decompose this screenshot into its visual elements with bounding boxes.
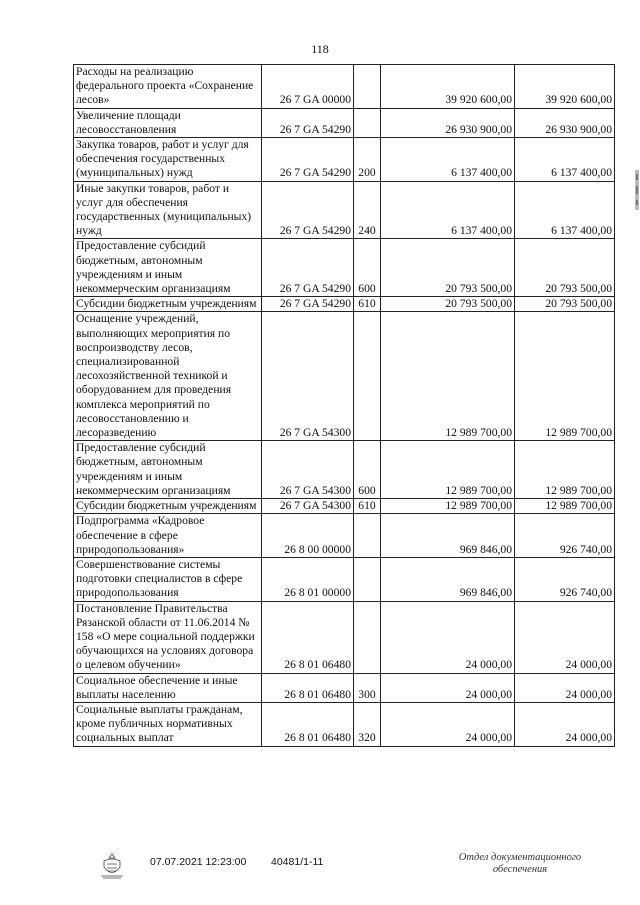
row-vr-cell: 300 — [354, 673, 381, 702]
row-sum-2021-cell: 12 989 700,00 — [381, 499, 515, 514]
row-sum-2022-cell: 24 000,00 — [515, 673, 615, 702]
row-name-cell: Постановление Правительства Рязанской области от 11.06.2014 № 158 «О мере социальной поддержки обучающихся на условиях договора о целевом обучении» — [74, 601, 262, 673]
row-code-cell: 26 8 01 06480 — [262, 673, 354, 702]
row-vr-cell — [354, 557, 381, 601]
table-row — [74, 65, 615, 109]
row-vr-cell: 600 — [354, 441, 381, 499]
row-sum-2021-cell: 24 000,00 — [381, 702, 515, 746]
office-stamp — [440, 852, 600, 876]
row-name-cell: Субсидии бюджетным учреждениям — [74, 297, 262, 312]
row-vr-cell: 240 — [354, 181, 381, 239]
row-name-cell: Оснащение учреждений, выполняющих мероприятия по воспроизводству лесов, специализированной лесохозяйственной техникой и оборудованием для проведения комплекса мероприятий по лесовосстановлению и лесоразведению — [74, 312, 262, 441]
table-row — [74, 702, 615, 746]
row-sum-2021-cell: 20 793 500,00 — [381, 297, 515, 312]
row-sum-2021-cell: 24 000,00 — [381, 673, 515, 702]
row-name-cell: Социальные выплаты гражданам, кроме публичных нормативных социальных выплат — [74, 702, 262, 746]
row-code-cell: 26 7 GA 54290 — [262, 297, 354, 312]
office-line-1: Отдел документационного — [458, 852, 582, 863]
row-sum-2022-cell: 6 137 400,00 — [515, 138, 615, 182]
row-sum-2022-cell: 24 000,00 — [515, 702, 615, 746]
row-vr-cell — [354, 65, 381, 109]
row-name-cell: Предоставление субсидий бюджетным, автономным учреждениям и иным некоммерческим организациям — [74, 239, 262, 297]
row-sum-2021-cell: 6 137 400,00 — [381, 138, 515, 182]
office-line-2: обеспечения — [492, 864, 548, 875]
row-sum-2022-cell: 24 000,00 — [515, 601, 615, 673]
row-code-cell: 26 7 GA 54290 — [262, 108, 354, 137]
row-vr-cell — [354, 601, 381, 673]
row-sum-2022-cell: 12 989 700,00 — [515, 499, 615, 514]
table-row — [74, 499, 615, 514]
row-vr-cell: 320 — [354, 702, 381, 746]
row-name-cell: Предоставление субсидий бюджетным, автономным учреждениям и иным некоммерческим организациям — [74, 441, 262, 499]
row-sum-2021-cell: 969 846,00 — [381, 557, 515, 601]
row-code-cell: 26 7 GA 54290 — [262, 239, 354, 297]
row-name-cell: Закупка товаров, работ и услуг для обеспечения государственных (муниципальных) нужд — [74, 138, 262, 182]
table-row — [74, 441, 615, 499]
row-sum-2022-cell: 6 137 400,00 — [515, 181, 615, 239]
row-code-cell: 26 7 GA 54290 — [262, 138, 354, 182]
table-row — [74, 239, 615, 297]
table-row — [74, 312, 615, 441]
table-row — [74, 138, 615, 182]
row-vr-cell — [354, 514, 381, 558]
row-sum-2021-cell: 6 137 400,00 — [381, 181, 515, 239]
row-code-cell: 26 7 GA 54300 — [262, 312, 354, 441]
row-sum-2022-cell: 26 930 900,00 — [515, 108, 615, 137]
row-vr-cell: 200 — [354, 138, 381, 182]
stamp-doc-id: 40481/1-11 — [271, 856, 324, 868]
page-number: 118 — [311, 42, 329, 56]
row-name-cell: Совершенствование системы подготовки специалистов в сфере природопользования — [74, 557, 262, 601]
stamp-datetime: 07.07.2021 12:23:00 — [150, 856, 247, 868]
row-name-cell: Социальное обеспечение и иные выплаты населению — [74, 673, 262, 702]
row-sum-2022-cell: 926 740,00 — [515, 514, 615, 558]
row-vr-cell — [354, 108, 381, 137]
row-sum-2022-cell: 12 989 700,00 — [515, 312, 615, 441]
row-sum-2021-cell: 12 989 700,00 — [381, 441, 515, 499]
row-sum-2022-cell: 20 793 500,00 — [515, 297, 615, 312]
row-code-cell: 26 7 GA 00000 — [262, 65, 354, 109]
row-sum-2021-cell: 24 000,00 — [381, 601, 515, 673]
scan-edge-mark — [634, 170, 640, 210]
row-sum-2022-cell: 39 920 600,00 — [515, 65, 615, 109]
row-vr-cell — [354, 312, 381, 441]
table-row — [74, 181, 615, 239]
row-code-cell: 26 8 01 00000 — [262, 557, 354, 601]
row-name-cell: Иные закупки товаров, работ и услуг для обеспечения государственных (муниципальных) нужд — [74, 181, 262, 239]
row-code-cell: 26 7 GA 54300 — [262, 499, 354, 514]
row-vr-cell: 600 — [354, 239, 381, 297]
row-code-cell: 26 8 01 06480 — [262, 702, 354, 746]
row-vr-cell: 610 — [354, 499, 381, 514]
table-row — [74, 601, 615, 673]
row-sum-2021-cell: 969 846,00 — [381, 514, 515, 558]
table-row — [74, 514, 615, 558]
row-code-cell: 26 7 GA 54300 — [262, 441, 354, 499]
row-code-cell: 26 8 00 00000 — [262, 514, 354, 558]
coat-of-arms-icon — [96, 852, 128, 880]
row-vr-cell: 610 — [354, 297, 381, 312]
row-sum-2021-cell: 39 920 600,00 — [381, 65, 515, 109]
row-sum-2022-cell: 926 740,00 — [515, 557, 615, 601]
table-row — [74, 297, 615, 312]
row-sum-2021-cell: 26 930 900,00 — [381, 108, 515, 137]
row-name-cell: Субсидии бюджетным учреждениям — [74, 499, 262, 514]
row-sum-2021-cell: 12 989 700,00 — [381, 312, 515, 441]
row-name-cell: Подпрограмма «Кадровое обеспечение в сфере природопользования» — [74, 514, 262, 558]
row-code-cell: 26 8 01 06480 — [262, 601, 354, 673]
budget-table — [73, 64, 615, 747]
row-code-cell: 26 7 GA 54290 — [262, 181, 354, 239]
table-row — [74, 673, 615, 702]
table-row — [74, 108, 615, 137]
table-row — [74, 557, 615, 601]
row-sum-2021-cell: 20 793 500,00 — [381, 239, 515, 297]
row-name-cell: Увеличение площади лесовосстановления — [74, 108, 262, 137]
footer — [0, 852, 640, 892]
row-sum-2022-cell: 20 793 500,00 — [515, 239, 615, 297]
row-sum-2022-cell: 12 989 700,00 — [515, 441, 615, 499]
row-name-cell: Расходы на реализацию федерального проекта «Сохранение лесов» — [74, 65, 262, 109]
